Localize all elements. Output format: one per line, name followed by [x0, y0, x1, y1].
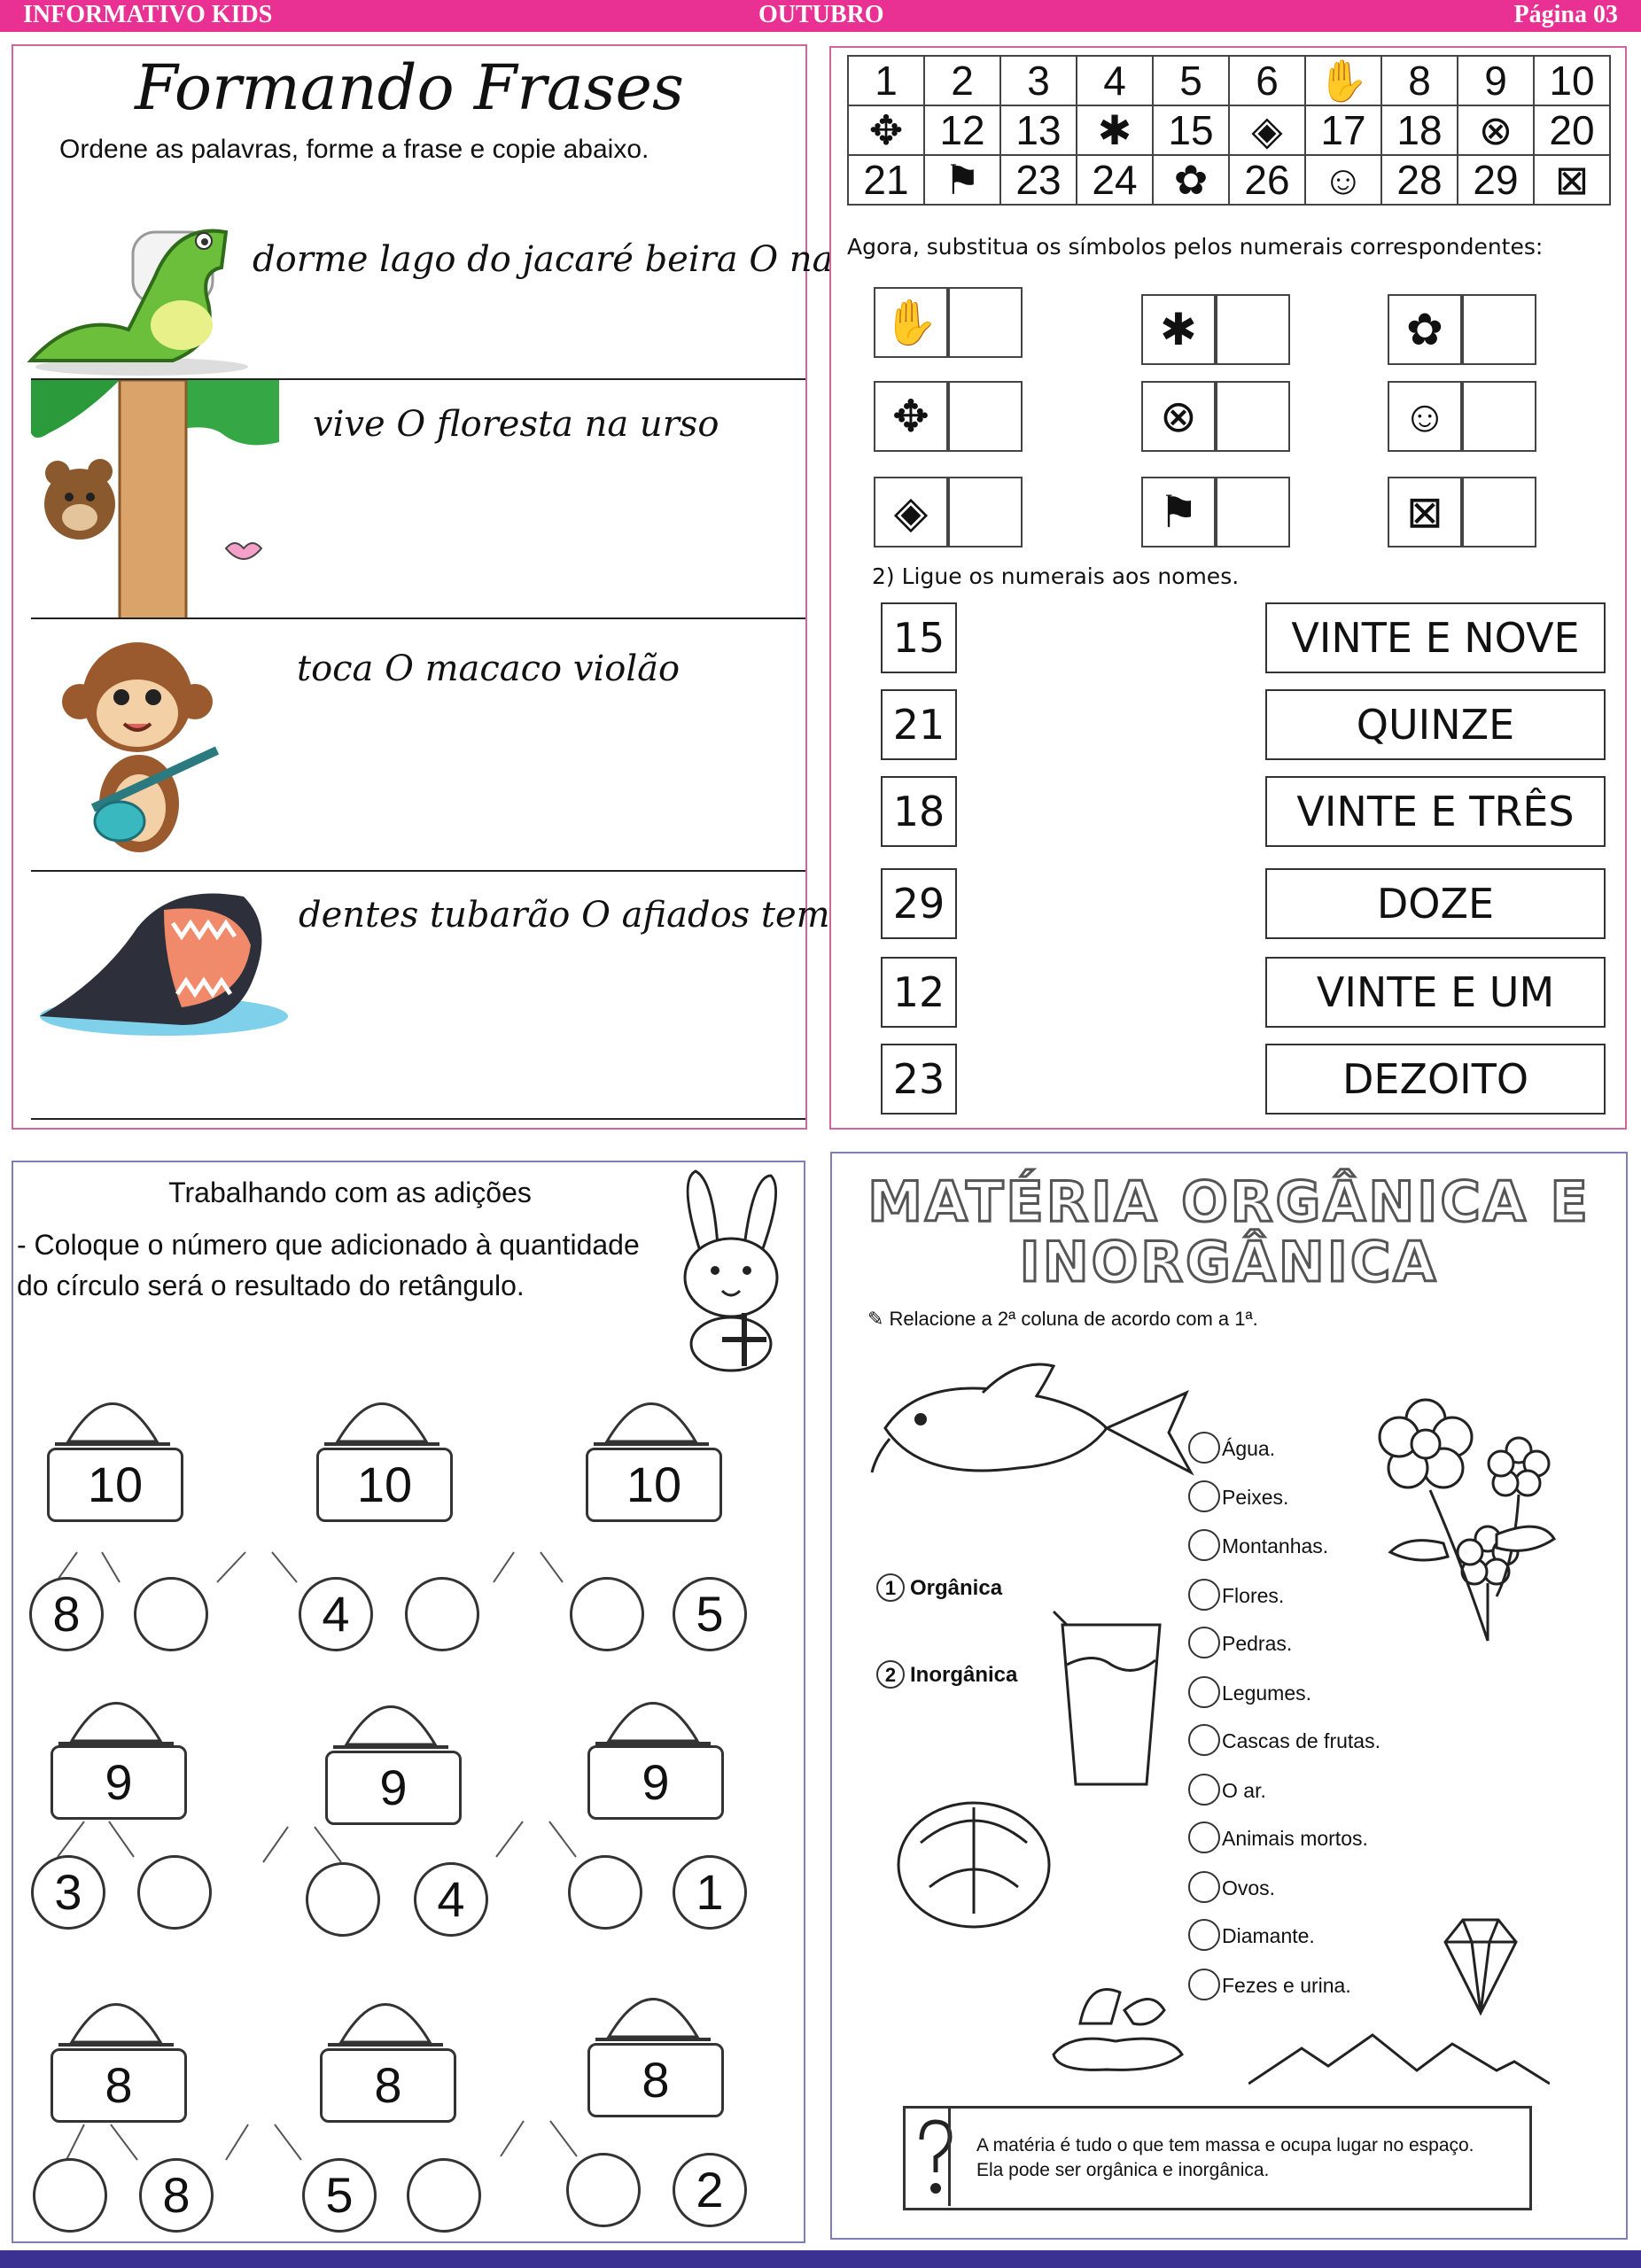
number-box[interactable]: 29 [881, 868, 957, 939]
materia-instruction: ✎ Relacione a 2ª coluna de acordo com a 1ª. [867, 1308, 1258, 1330]
petal-icon: ✥ [874, 381, 948, 452]
grid-cell: 26 [1229, 155, 1305, 205]
girl-reading-icon [591, 1970, 715, 2041]
symbols-instruction: Agora, substitua os símbolos pelos numerais correspondentes: [847, 234, 1544, 260]
answer-circle[interactable] [1188, 1774, 1220, 1806]
hand-icon: ✋ [874, 287, 948, 358]
grid-cell: 12 [924, 105, 1000, 155]
grid-cell: 15 [1153, 105, 1229, 155]
adicoes-instruction-line-2: do círculo será o resultado do retângulo. [17, 1270, 525, 1301]
answer-box[interactable] [1462, 294, 1536, 365]
girl-reading-icon [591, 1674, 715, 1745]
sum-rectangle: 9 [51, 1745, 187, 1820]
number-box[interactable]: 12 [881, 957, 957, 1028]
list-item [1222, 1632, 1292, 1656]
grid-cell: 1 [848, 56, 924, 105]
grid-cell: 24 [1077, 155, 1153, 205]
list-item-label: Ovos. [1222, 1876, 1276, 1899]
formando-frases-panel [12, 44, 834, 1130]
divider [31, 1118, 805, 1120]
frases-instruction: Ordene as palavras, forme a frase e copie abaixo. [59, 135, 649, 164]
grid-cell: 9 [1458, 56, 1534, 105]
list-item-label: Diamante. [1222, 1924, 1315, 1947]
diamond-illustration [1436, 1915, 1525, 2022]
number-box[interactable]: 15 [881, 602, 957, 673]
grid-cell: 13 [1000, 105, 1077, 155]
list-item-label: O ar. [1222, 1779, 1266, 1802]
addend-circle[interactable] [306, 1862, 380, 1937]
grid-cell: 18 [1381, 105, 1458, 155]
category-number: 1 [876, 1573, 905, 1602]
asterisk-icon: ✱ [1077, 105, 1153, 155]
flag-icon: ⚑ [924, 155, 1000, 205]
cabbage-illustration [885, 1790, 1062, 1940]
asterisk-icon: ✱ [1141, 294, 1216, 365]
grid-cell: 17 [1305, 105, 1381, 155]
name-box[interactable]: DEZOITO [1265, 1044, 1606, 1115]
number-grid [847, 55, 1611, 206]
crocodile-illustration [22, 179, 261, 383]
answer-circle[interactable] [1188, 1676, 1220, 1708]
addend-circle[interactable] [570, 1577, 644, 1651]
addend-circle[interactable] [137, 1855, 212, 1930]
page-footer-bar [0, 2250, 1641, 2268]
sum-rectangle: 8 [320, 2048, 456, 2123]
materia-title-line-1: MATÉRIA ORGÂNICA E [867, 1169, 1590, 1234]
diamond-icon: ◈ [1229, 105, 1305, 155]
header-page-number: Página 03 [1513, 1, 1618, 28]
box-divider [948, 2107, 951, 2206]
sentence-1: dorme lago do jacaré beira O na [253, 239, 834, 280]
sum-rectangle: 9 [587, 1745, 724, 1820]
flowers-illustration [1364, 1384, 1576, 1650]
category-label: Inorgânica [910, 1663, 1018, 1687]
answer-circle[interactable] [1188, 1432, 1220, 1464]
grid-cell: 5 [1153, 56, 1229, 105]
addend-circle[interactable]: 4 [414, 1862, 488, 1937]
materia-panel [830, 1152, 1628, 2240]
list-item [1222, 1876, 1275, 1900]
flower-icon: ✿ [1388, 294, 1462, 365]
grid-cell: 8 [1381, 56, 1458, 105]
list-item-label: Água. [1222, 1437, 1276, 1460]
grid-cell: 21 [848, 155, 924, 205]
list-item-label: Pedras. [1222, 1632, 1293, 1655]
list-item-label: Flores. [1222, 1584, 1285, 1607]
grid-cell: 10 [1534, 56, 1610, 105]
sum-rectangle: 8 [51, 2048, 187, 2123]
name-box[interactable]: DOZE [1265, 868, 1606, 939]
list-item [1222, 1584, 1284, 1608]
name-box[interactable]: VINTE E TRÊS [1265, 776, 1606, 847]
answer-circle[interactable] [1188, 1919, 1220, 1951]
addend-circle[interactable] [568, 1855, 642, 1930]
list-item-label: Peixes. [1222, 1486, 1289, 1509]
addend-circle[interactable]: 2 [673, 2153, 747, 2227]
grid-cell: 29 [1458, 155, 1534, 205]
category-number: 2 [876, 1660, 905, 1689]
sum-rectangle: 10 [47, 1448, 183, 1522]
sentence-4: dentes tubarão O afiados tem [299, 895, 830, 936]
flag-icon: ⚑ [1141, 477, 1216, 548]
list-item [1222, 1729, 1380, 1753]
boxed-x-icon: ⊠ [1534, 155, 1610, 205]
sum-rectangle: 9 [325, 1751, 462, 1825]
boxed-x-icon: ⊠ [1388, 477, 1462, 548]
sentence-3: toca O macaco violão [297, 649, 681, 689]
header-center: OUTUBRO [758, 1, 884, 28]
answer-box[interactable] [948, 287, 1023, 358]
shark-illustration [31, 874, 297, 1052]
addend-circle[interactable] [407, 2158, 481, 2233]
addend-circle[interactable]: 8 [139, 2158, 214, 2233]
addend-circle[interactable]: 3 [31, 1855, 105, 1930]
numerais-panel [829, 46, 1627, 1130]
adicoes-instruction-line-1: - Coloque o número que adicionado à quantidade [17, 1229, 640, 1261]
sum-rectangle: 8 [587, 2043, 724, 2117]
flower-icon: ✿ [1153, 155, 1229, 205]
materia-title-line-2: INORGÂNICA [1019, 1230, 1439, 1294]
list-item [1222, 1827, 1368, 1851]
addend-circle[interactable] [33, 2158, 107, 2233]
adicoes-panel [12, 1161, 805, 2243]
petal-icon: ✥ [848, 105, 924, 155]
name-box[interactable]: VINTE E UM [1265, 957, 1606, 1028]
diamond-icon: ◈ [874, 477, 948, 548]
smiley-icon: ☺ [1305, 155, 1381, 205]
list-item [1222, 1486, 1288, 1510]
girl-reading-icon [51, 1375, 175, 1446]
list-item [1222, 1534, 1328, 1558]
circled-x-icon: ⊗ [1458, 105, 1534, 155]
category-inorganica [876, 1660, 1017, 1689]
header-left: INFORMATIVO KIDS [23, 1, 273, 28]
answer-circle[interactable] [1188, 1480, 1220, 1512]
page-header [0, 0, 1641, 32]
sentence-2: vive O floresta na urso [313, 404, 719, 445]
girl-reading-icon [54, 1976, 178, 2047]
girl-reading-icon [589, 1375, 713, 1446]
definition-line-1: A matéria é tudo o que tem massa e ocupa lugar no espaço. [976, 2135, 1474, 2155]
category-label: Orgânica [910, 1576, 1003, 1600]
addend-circle[interactable]: 5 [673, 1577, 747, 1651]
answer-circle[interactable] [1188, 1627, 1220, 1658]
girl-reading-icon [320, 1375, 444, 1446]
list-item [1222, 1437, 1275, 1461]
addend-circle[interactable]: 4 [299, 1577, 373, 1651]
list-item [1222, 1924, 1315, 1948]
addend-circle[interactable] [566, 2153, 641, 2227]
grid-cell: 6 [1229, 56, 1305, 105]
answer-box[interactable] [1216, 294, 1290, 365]
answer-circle[interactable] [1188, 1724, 1220, 1756]
answer-box[interactable] [1462, 477, 1536, 548]
girl-reading-icon [323, 1976, 447, 2047]
frases-title: Formando Frases [135, 51, 684, 124]
adicoes-title: Trabalhando com as adições [168, 1177, 532, 1208]
sum-rectangle: 10 [316, 1448, 453, 1522]
circled-x-icon: ⊗ [1141, 381, 1216, 452]
glass-of-water-illustration [1045, 1607, 1178, 1793]
list-item [1222, 1779, 1266, 1803]
answer-circle[interactable] [1188, 1821, 1220, 1853]
hand-icon: ✋ [1305, 56, 1381, 105]
grid-cell: 23 [1000, 155, 1077, 205]
divider [31, 870, 805, 872]
grid-cell: 4 [1077, 56, 1153, 105]
grid-cell: 28 [1381, 155, 1458, 205]
addend-circle[interactable]: 5 [302, 2158, 377, 2233]
smiley-icon: ☺ [1388, 381, 1462, 452]
answer-box[interactable] [948, 381, 1023, 452]
number-box[interactable]: 21 [881, 689, 957, 760]
answer-box[interactable] [948, 477, 1023, 548]
addend-circle[interactable] [134, 1577, 208, 1651]
answer-circle[interactable] [1188, 1529, 1220, 1561]
grid-cell: 20 [1534, 105, 1610, 155]
sum-rectangle: 10 [586, 1448, 722, 1522]
addend-circle[interactable]: 1 [673, 1855, 747, 1930]
fish-illustration [867, 1357, 1204, 1499]
category-organica [876, 1573, 1002, 1602]
name-box[interactable]: QUINZE [1265, 689, 1606, 760]
list-item-label: Fezes e urina. [1222, 1974, 1351, 1997]
answer-box[interactable] [1216, 381, 1290, 452]
name-box[interactable]: VINTE E NOVE [1265, 602, 1606, 673]
list-item-label: Animais mortos. [1222, 1827, 1368, 1850]
bear-illustration [31, 380, 279, 619]
list-item-label: Montanhas. [1222, 1534, 1329, 1557]
answer-circle[interactable] [1188, 1871, 1220, 1903]
ligue-instruction: 2) Ligue os numerais aos nomes. [872, 563, 1240, 589]
answer-box[interactable] [1216, 477, 1290, 548]
broken-egg-illustration [1036, 1970, 1195, 2077]
list-item [1222, 1682, 1311, 1705]
addend-circle[interactable] [405, 1577, 479, 1651]
answer-circle[interactable] [1188, 1969, 1220, 2000]
grid-cell: 3 [1000, 56, 1077, 105]
list-item-label: Cascas de frutas. [1222, 1729, 1380, 1752]
list-item [1222, 1974, 1351, 1998]
addend-circle[interactable]: 8 [29, 1577, 104, 1651]
list-item-label: Legumes. [1222, 1682, 1312, 1705]
number-box[interactable]: 23 [881, 1044, 957, 1115]
monkey-illustration [40, 617, 244, 883]
mountains-illustration [1248, 2031, 1550, 2093]
answer-box[interactable] [1462, 381, 1536, 452]
definition-box [903, 2106, 1532, 2210]
grid-cell: 2 [924, 56, 1000, 105]
answer-circle[interactable] [1188, 1579, 1220, 1611]
number-box[interactable]: 18 [881, 776, 957, 847]
girl-reading-icon [329, 1678, 453, 1749]
definition-line-2: Ela pode ser orgânica e inorgânica. [976, 2160, 1270, 2180]
girl-reading-icon [54, 1674, 178, 1745]
